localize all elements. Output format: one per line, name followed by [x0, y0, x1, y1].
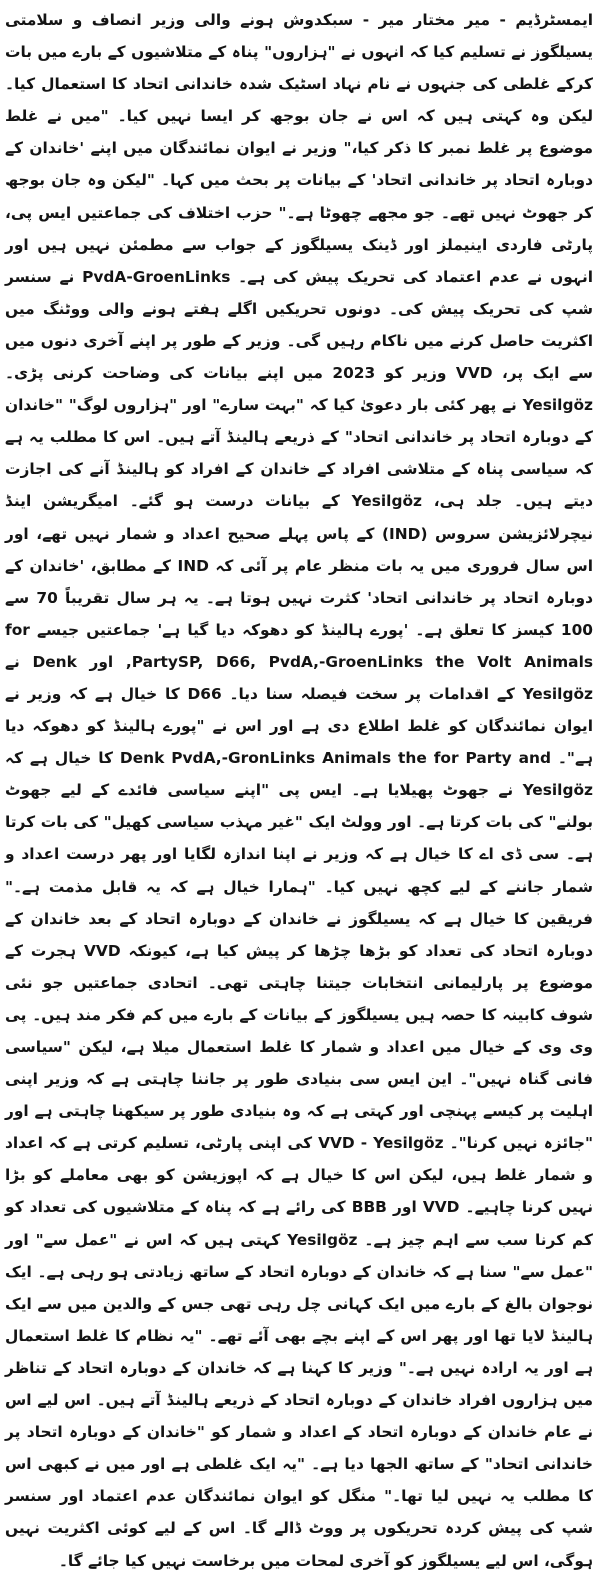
article-body: ایمسٹرڈیم - میر مختار میر - سبکدوش ہونے والی وزیر انصاف و سلامتی یسیلگوز نے تسلیم کیا کہ انہوں نے "ہزاروں" پناہ کے متلاشیوں کے بارے میں بات کرکے غلطی کی جنہوں نے نام نہاد اسٹیک شدہ خاندانی اتحاد کا استعمال کیا۔ لیکن وہ کہتی ہیں کہ اس نے جان بوجھ کر ایسا نہیں کیا۔ "میں نے غلط موضوع پر غلط نمبر کا ذکر کیا،" وزیر نے ایوان نمائندگان میں اپنے 'خاندان کے دوبارہ اتحاد پر خاندانی اتحاد' کے بیانات پر بحث میں کہا۔ "لیکن وہ جان بوجھ کر جھوٹ نہیں تھے۔ جو مجھے چھوٹا ہے۔" حزب اختلاف کی جماعتیں ایس پی، پارٹی فاردی اینیملز اور ڈینک یسیلگوز کے جواب سے مطمئن نہیں ہیں اور انہوں نے عدم اعتماد کی تحریک پیش کی ہے۔ PvdA-GroenLinks نے سنسر شپ کی تحریک پیش کی۔ دونوں تحریکیں اگلے ہفتے ہونے والی ووٹنگ میں اکثریت حاصل کرنے میں ناکام رہیں گی۔ وزیر کے طور پر اپنے آخری دنوں میں سے ایک پر، VVD وزیر کو 2023 میں اپنے بیانات کی وضاحت کرنی پڑی۔ Yesilgöz نے پھر کئی بار دعویٰ کیا کہ "بہت سارے" اور "ہزاروں لوگ" "خاندان کے دوبارہ اتحاد پر خاندانی اتحاد" کے ذریعے ہالینڈ آتے ہیں۔ اس کا مطلب یہ ہے کہ سیاسی پناہ کے متلاشی افراد کے خاندان کے افراد کو ہالینڈ آنے کی اجازت دیتے ہیں۔ جلد ہی، Yesilgöz کے بیانات درست ہو گئے۔ امیگریشن اینڈ نیچرلائزیشن سروس (IND) کے پاس پہلے صحیح اعداد و شمار نہیں تھے، اور اس سال فروری میں یہ بات منظر عام پر آئی کہ IND کے مطابق، 'خاندان کے دوبارہ اتحاد پر خاندانی اتحاد' کثرت نہیں ہوتا ہے۔ یہ ہر سال تقریباً 70 سے 100 کیسز کا تعلق ہے۔ 'پورے ہالینڈ کو دھوکہ دیا گیا ہے' جماعتیں جیسے for PartySP, D66, PvdA,-GroenLinks the Volt Animals, اور Denk نے Yesilgöz کے اقدامات پر سخت فیصلہ سنا دیا۔ D66 کا خیال ہے کہ وزیر نے ایوان نمائندگان کو غلط اطلاع دی ہے اور اس نے "پورے ہالینڈ کو دھوکہ دیا ہے"۔ Denk PvdA,-GronLinks Animals the for Party and کا خیال ہے کہ Yesilgöz نے جھوٹ پھیلایا ہے۔ ایس پی "اپنے سیاسی فائدے کے لیے جھوٹ بولنے" کی بات کرتا ہے۔ اور وولٹ ایک "غیر مہذب سیاسی کھیل" کی بات کرتا ہے۔ سی ڈی اے کا خیال ہے کہ وزیر نے اپنا اندازہ لگایا اور پھر درست اعداد و شمار جاننے کے لیے کچھ نہیں کیا۔ "ہمارا خیال ہے کہ یہ قابل مذمت ہے۔" فریقین کا خیال ہے کہ یسیلگوز نے خاندان کے دوبارہ اتحاد کے بعد خاندان کے دوبارہ اتحاد کی تعداد کو بڑھا چڑھا کر پیش کیا ہے، کیونکہ VVD ہجرت کے موضوع پر پارلیمانی انتخابات جیتنا چاہتی تھی۔ اتحادی جماعتیں جو نئی شوف کابینہ کا حصہ ہیں یسیلگوز کے بیانات کے بارے میں کم فکر مند ہیں۔ پی وی وی کے خیال میں اعداد و شمار کا غلط استعمال میلا ہے، لیکن "سیاسی فانی گناہ نہیں"۔ این ایس سی بنیادی طور پر جاننا چاہتی ہے کہ وزیر اپنی اہلیت پر کیسے پہنچی اور کہتی ہے کہ وہ بنیادی طور پر سیکھنا چاہتی ہے اور "جائزہ نہیں کرنا"۔ VVD - Yesilgöz کی اپنی پارٹی، تسلیم کرتی ہے کہ اعداد و شمار غلط ہیں، لیکن اس کا خیال ہے کہ اپوزیشن کو بھی معاملے کو بڑا نہیں کرنا چاہیے۔ VVD اور BBB کی رائے ہے کہ پناہ کے متلاشیوں کی تعداد کو کم کرنا سب سے اہم چیز ہے۔ Yesilgöz کہتی ہیں کہ اس نے "عمل سے" اور "عمل سے" سنا ہے کہ خاندان کے دوبارہ اتحاد کے ساتھ زیادتی ہو رہی ہے۔ ایک نوجوان بالغ کے بارے میں ایک کہانی چل رہی تھی جس کے والدین میں سے ایک ہالینڈ لایا تھا اور پھر اس کے اپنے بچے بھی آئے تھے۔ "یہ نظام کا غلط استعمال ہے اور یہ ارادہ نہیں ہے۔" وزیر کا کہنا ہے کہ خاندان کے دوبارہ اتحاد کے تناظر میں ہزاروں افراد خاندان کے دوبارہ اتحاد کے ذریعے ہالینڈ آتے ہیں۔ اس لیے اس نے عام خاندان کے دوبارہ اتحاد کے اعداد و شمار کو "خاندان کے دوبارہ اتحاد پر خاندانی اتحاد" کے ساتھ الجھا دیا ہے۔ "یہ ایک غلطی ہے اور میں نے کبھی اس کا مطلب یہ نہیں لیا تھا۔" منگل کو ایوان نمائندگان عدم اعتماد اور سنسر شپ کی پیش کردہ تحریکوں پر ووٹ ڈالے گا۔ اس کے لیے کوئی اکثریت نہیں ہوگی، اس لیے یسیلگوز کو آخری لمحات میں برخاست نہیں کیا جائے گا۔: [5, 11, 594, 1570]
